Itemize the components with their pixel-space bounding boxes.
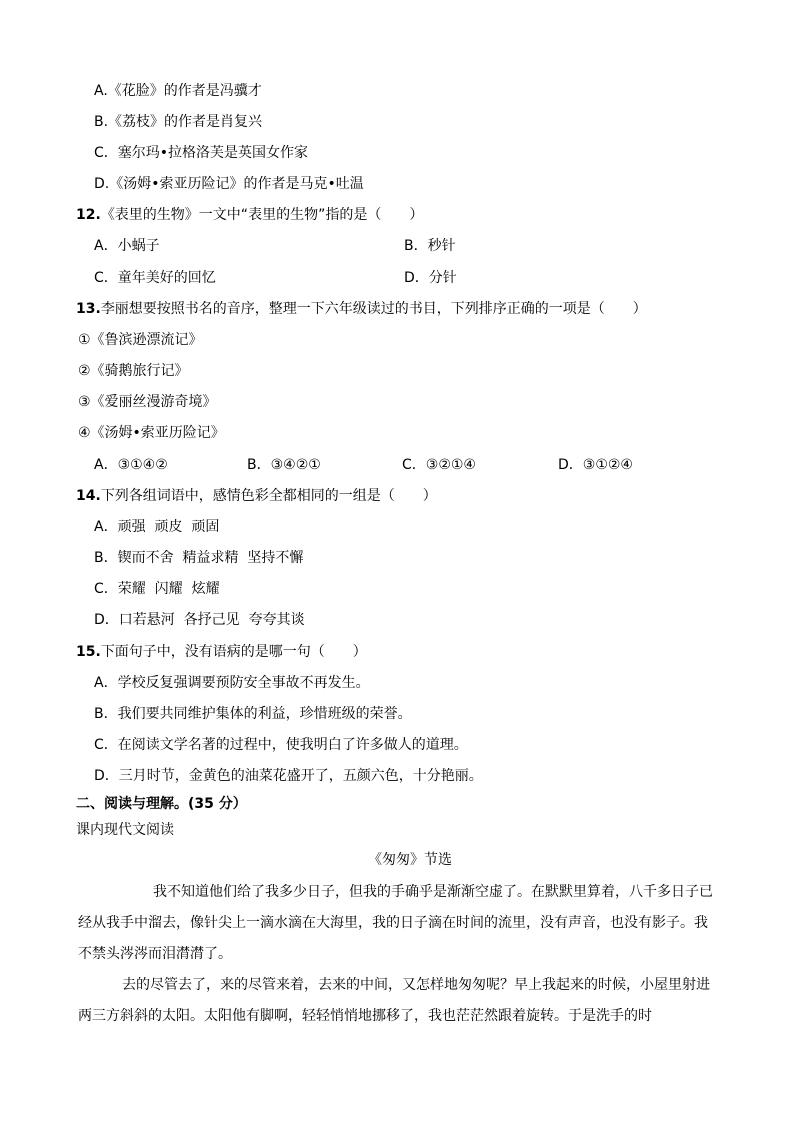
q15-option-c: C．在阅读文学名著的过程中，使我明白了许多做人的道理。 (94, 737, 468, 753)
q13-number: 13. (76, 301, 101, 317)
q13-item-3: ③《爱丽丝漫游奇境》 (78, 394, 217, 410)
q12-option-d: D．分针 (404, 270, 457, 286)
q12-option-b: B．秒针 (404, 238, 456, 254)
q15-stem (76, 642, 367, 662)
q15-number: 15. (76, 644, 101, 660)
passage-title: 《匆匆》节选 (368, 852, 452, 868)
q14-stem (76, 486, 437, 506)
q14-option-b: B．锲而不舍 精益求精 坚持不懈 (94, 550, 304, 566)
q13-item-1: ①《鲁滨逊漂流记》 (78, 332, 203, 348)
q13-item-4: ④《汤姆•索亚历险记》 (78, 425, 225, 441)
q12-stem-text: 《表里的生物》一文中“表里的生物”指的是（ ） (100, 207, 424, 223)
section-heading: 二、阅读与理解。(35 分） (76, 796, 247, 812)
q11-option-a: A.《花脸》的作者是冯骥才 (94, 83, 262, 99)
q15-option-d: D．三月时节，金黄色的油菜花盛开了，五颜六色，十分艳丽。 (94, 768, 483, 784)
passage-paragraph-2: 去的尽管去了，来的尽管来着，去来的中间，又怎样地匆匆呢？早上我起来的时候，小屋里射进两三方斜斜的太阳。太阳他有脚啊，轻轻悄悄地挪移了，我也茫茫然跟着旋转。于是洗手的时 (78, 977, 710, 1024)
q14-option-d: D．口若悬河 各抒己见 夸夸其谈 (94, 612, 305, 628)
q15-stem-text: 下面句子中，没有语病的是哪一句（ ） (100, 644, 367, 660)
q11-option-d: D.《汤姆•索亚历险记》的作者是马克•吐温 (94, 176, 364, 192)
q12-number: 12. (76, 207, 101, 223)
q12-option-c: C．童年美好的回忆 (94, 270, 216, 286)
q11-option-c: C．塞尔玛•拉格洛芙是英国女作家 (94, 145, 309, 161)
q14-option-a: A．顽强 顽皮 顽固 (94, 519, 220, 535)
q13-stem-text: 李丽想要按照书名的音序，整理一下六年级读过的书目，下列排序正确的一项是（ ） (100, 301, 647, 317)
q12-option-a: A．小蜗子 (94, 238, 160, 254)
q11-option-b: B.《荔枝》的作者是肖复兴 (94, 114, 263, 130)
q14-stem-text: 下列各组词语中，感情色彩全都相同的一组是（ ） (100, 488, 437, 504)
q15-option-a: A．学校反复强调要预防安全事故不再发生。 (94, 675, 370, 691)
q13-stem (76, 299, 647, 319)
q13-option-b: B．③④②① (247, 457, 321, 473)
q13-option-d: D．③①②④ (558, 457, 633, 473)
q13-item-2: ②《骑鹅旅行记》 (78, 363, 189, 379)
q14-option-c: C．荣耀 闪耀 炫耀 (94, 581, 220, 597)
q15-option-b: B．我们要共同维护集体的利益，珍惜班级的荣誉。 (94, 706, 412, 722)
q14-number: 14. (76, 488, 101, 504)
passage-paragraph-1: 我不知道他们给了我多少日子，但我的手确乎是渐渐空虚了。在默默里算着，八千多日子已经从我手中溜去，像针尖上一滴水滴在大海里，我的日子滴在时间的流里，没有声音，也没有影子。我不禁头涔涔而泪潸潸了。 (78, 884, 713, 962)
q13-option-a: A．③①④② (94, 457, 168, 473)
section-subheading: 课内现代文阅读 (76, 822, 174, 838)
q13-option-c: C．③②①④ (402, 457, 476, 473)
q12-stem (76, 205, 423, 225)
